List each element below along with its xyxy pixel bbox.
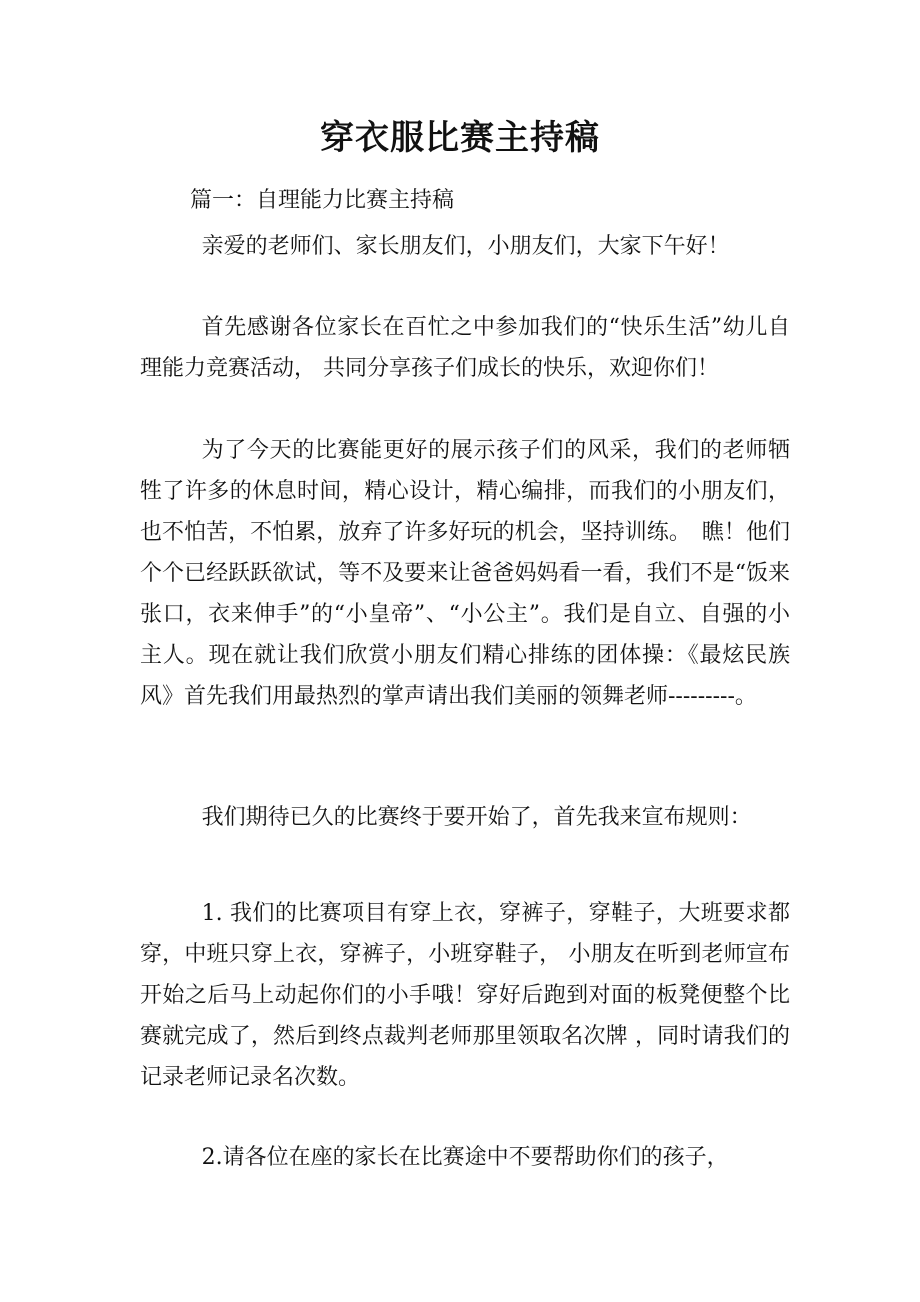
paragraph-rule-2: 2.请各位在座的家长在比赛途中不要帮助你们的孩子， — [201, 1145, 729, 1170]
paragraph-rules-intro: 我们期待已久的比赛终于要开始了，首先我来宣布规则： — [201, 805, 752, 830]
document-title: 穿衣服比赛主持稿 — [320, 118, 600, 158]
paragraph-rule-1: 1. 我们的比赛项目有穿上衣，穿裤子，穿鞋子，大班要求都穿，中班只穿上衣，穿裤子，小班穿鞋子， 小朋友在听到老师宣布开始之后马上动起你们的小手哦！穿好后跑到对面的板凳便整个比赛就完成了，然后到终点裁判老师那里领取名次牌 ，同时请我们的记录老师记录名次数。 — [140, 901, 790, 1090]
paragraph-greeting: 亲爱的老师们、家长朋友们，小朋友们，大家下午好！ — [201, 234, 730, 259]
paragraph-preparation: 为了今天的比赛能更好的展示孩子们的风采，我们的老师牺牲了许多的休息时间，精心设计，精心编排，而我们的小朋友们，也不怕苦，不怕累，放弃了许多好玩的机会，坚持训练。 瞧！他们个个已经跃跃欲试，等不及要来让爸爸妈妈看一看，我们不是“饭来张口，衣来伸手”的“小皇帝”、“小公主”。我们是自立、自强的小主人。现在就让我们欣赏小朋友们精心排练的团体操：《最炫民族风》首先我们用最热烈的掌声请出我们美丽的领舞老师---------。 — [140, 438, 790, 709]
paragraph-thanks: 首先感谢各位家长在百忙之中参加我们的“快乐生活”幼儿自理能力竞赛活动， 共同分享孩子们成长的快乐，欢迎你们！ — [140, 315, 790, 381]
section-heading: 篇一：自理能力比赛主持稿 — [190, 188, 455, 213]
